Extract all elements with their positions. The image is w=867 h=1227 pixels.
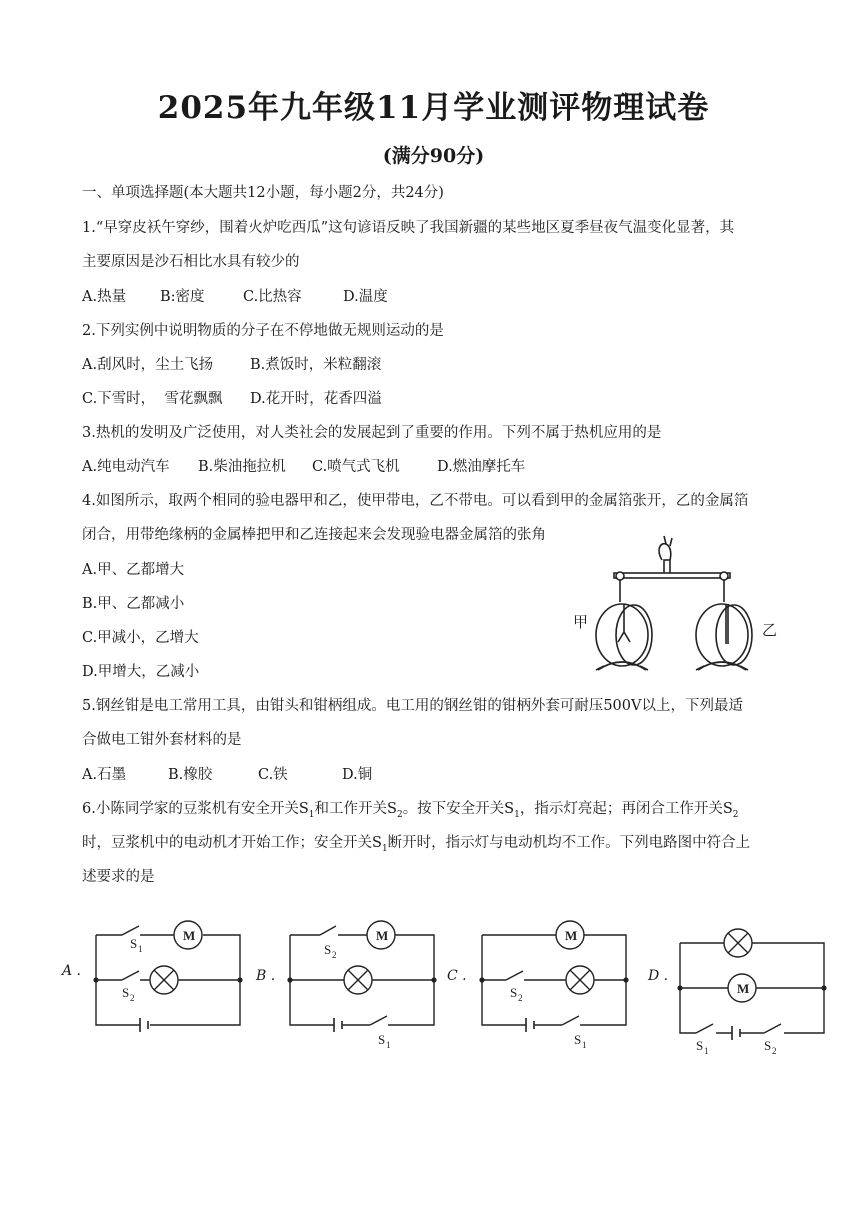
q1-option-c: C.比热容 [243,289,302,305]
q4-option-d: D.甲增大，乙减小 [82,664,200,680]
page-subtitle: (满分90分) [382,145,485,167]
svg-text:1: 1 [138,944,143,954]
q6-line1: 6.小陈同学家的豆浆机有安全开关$S_1$和工作开关$S_2$。按下安全开关$S_1$，指示灯亮起；再闭合工作开关$S_2$ [82,801,739,820]
q3-option-d: D.燃油摩托车 [437,459,526,475]
q4-line1: 4.如图所示，取两个相同的验电器甲和乙，使甲带电，乙不带电。可以看到甲的金属箔张开，乙的金属箔 [82,493,749,509]
q3-option-a: A.纯电动汽车 [82,459,170,475]
circuit-c-label: C . [447,968,467,984]
q1-option-a: A.热量 [82,289,127,305]
svg-text:S: S [764,1038,772,1053]
svg-text:2: 2 [332,950,337,960]
q3-option-b: B.柴油拖拉机 [198,459,286,475]
circuit-d-label: D . [648,968,669,984]
q4-option-b: B.甲、乙都减小 [82,596,185,612]
svg-text:1: 1 [582,1040,587,1050]
svg-text:S: S [696,1038,704,1053]
q5-option-a: A.石墨 [82,767,127,783]
figure-label-yi: 乙 [762,621,778,639]
svg-text:S: S [510,985,518,1000]
q2-option-a: A.刮风时，尘土飞扬 [82,357,214,373]
q6-line3: 述要求的是 [82,869,155,885]
q2-option-d: D.花开时，花香四溢 [250,391,382,407]
electroscope-figure [590,540,760,672]
svg-text:S: S [122,985,130,1000]
circuit-c-diagram [478,918,630,1050]
q1-line1: 1.“早穿皮袄午穿纱，围着火炉吃西瓜”这句谚语反映了我国新疆的某些地区夏季昼夜气温变化显著，其 [82,220,735,236]
q3-option-c: C.喷气式飞机 [312,459,400,475]
q3-line1: 3.热机的发明及广泛使用，对人类社会的发展起到了重要的作用。下列不属于热机应用的是 [82,425,662,441]
q4-line2: 闭合，用带绝缘柄的金属棒把甲和乙连接起来会发现验电器金属箔的张角 [82,527,546,543]
section-heading: 一、单项选择题(本大题共12小题，每小题2分，共24分) [82,185,444,201]
circuit-a-label: A . [62,963,82,979]
circuit-b-label: B . [256,968,276,984]
q2-option-b: B.煮饭时，米粒翻滚 [250,357,382,373]
svg-text:1: 1 [386,1040,391,1050]
circuit-a-diagram [92,918,244,1030]
q6-line2: 时，豆浆机中的电动机才开始工作；安全开关$S_1$断开时，指示灯与电动机均不工作。下列电路图中符合上 [82,835,751,854]
svg-text:2: 2 [130,993,135,1003]
svg-text:S: S [130,936,138,951]
q4-option-c: C.甲减小，乙增大 [82,630,199,646]
q5-option-b: B.橡胶 [168,767,213,783]
q5-option-d: D.铜 [342,767,373,783]
svg-text:2: 2 [518,993,523,1003]
motor-symbol-b: M [376,928,389,943]
svg-text:S: S [574,1032,582,1047]
svg-text:1: 1 [704,1046,709,1056]
motor-symbol-d: M [737,981,750,996]
q5-option-c: C.铁 [258,767,288,783]
q1-line2: 主要原因是沙石相比水具有较少的 [82,254,300,270]
q5-line2: 合做电工钳外套材料的是 [82,732,242,748]
q4-option-a: A.甲、乙都增大 [82,562,185,578]
q1-option-d: D.温度 [343,289,388,305]
circuit-d-diagram [676,926,828,1056]
svg-text:S: S [378,1032,386,1047]
svg-text:2: 2 [772,1046,777,1056]
q2-line1: 2.下列实例中说明物质的分子在不停地做无规则运动的是 [82,323,444,339]
motor-symbol-c: M [565,928,578,943]
circuit-b-diagram [286,918,438,1050]
svg-text:S: S [324,942,332,957]
q1-option-b: B:密度 [160,289,205,305]
motor-symbol-a: M [183,928,196,943]
q5-line1: 5.钢丝钳是电工常用工具，由钳头和钳柄组成。电工用的钢丝钳的钳柄外套可耐压500V以上，下列最适 [82,698,743,714]
figure-label-jia: 甲 [573,613,589,631]
page-title: 2025年九年级11月学业测评物理试卷 [157,90,710,126]
q2-option-c: C.下雪时， 雪花飘飘 [82,391,223,407]
